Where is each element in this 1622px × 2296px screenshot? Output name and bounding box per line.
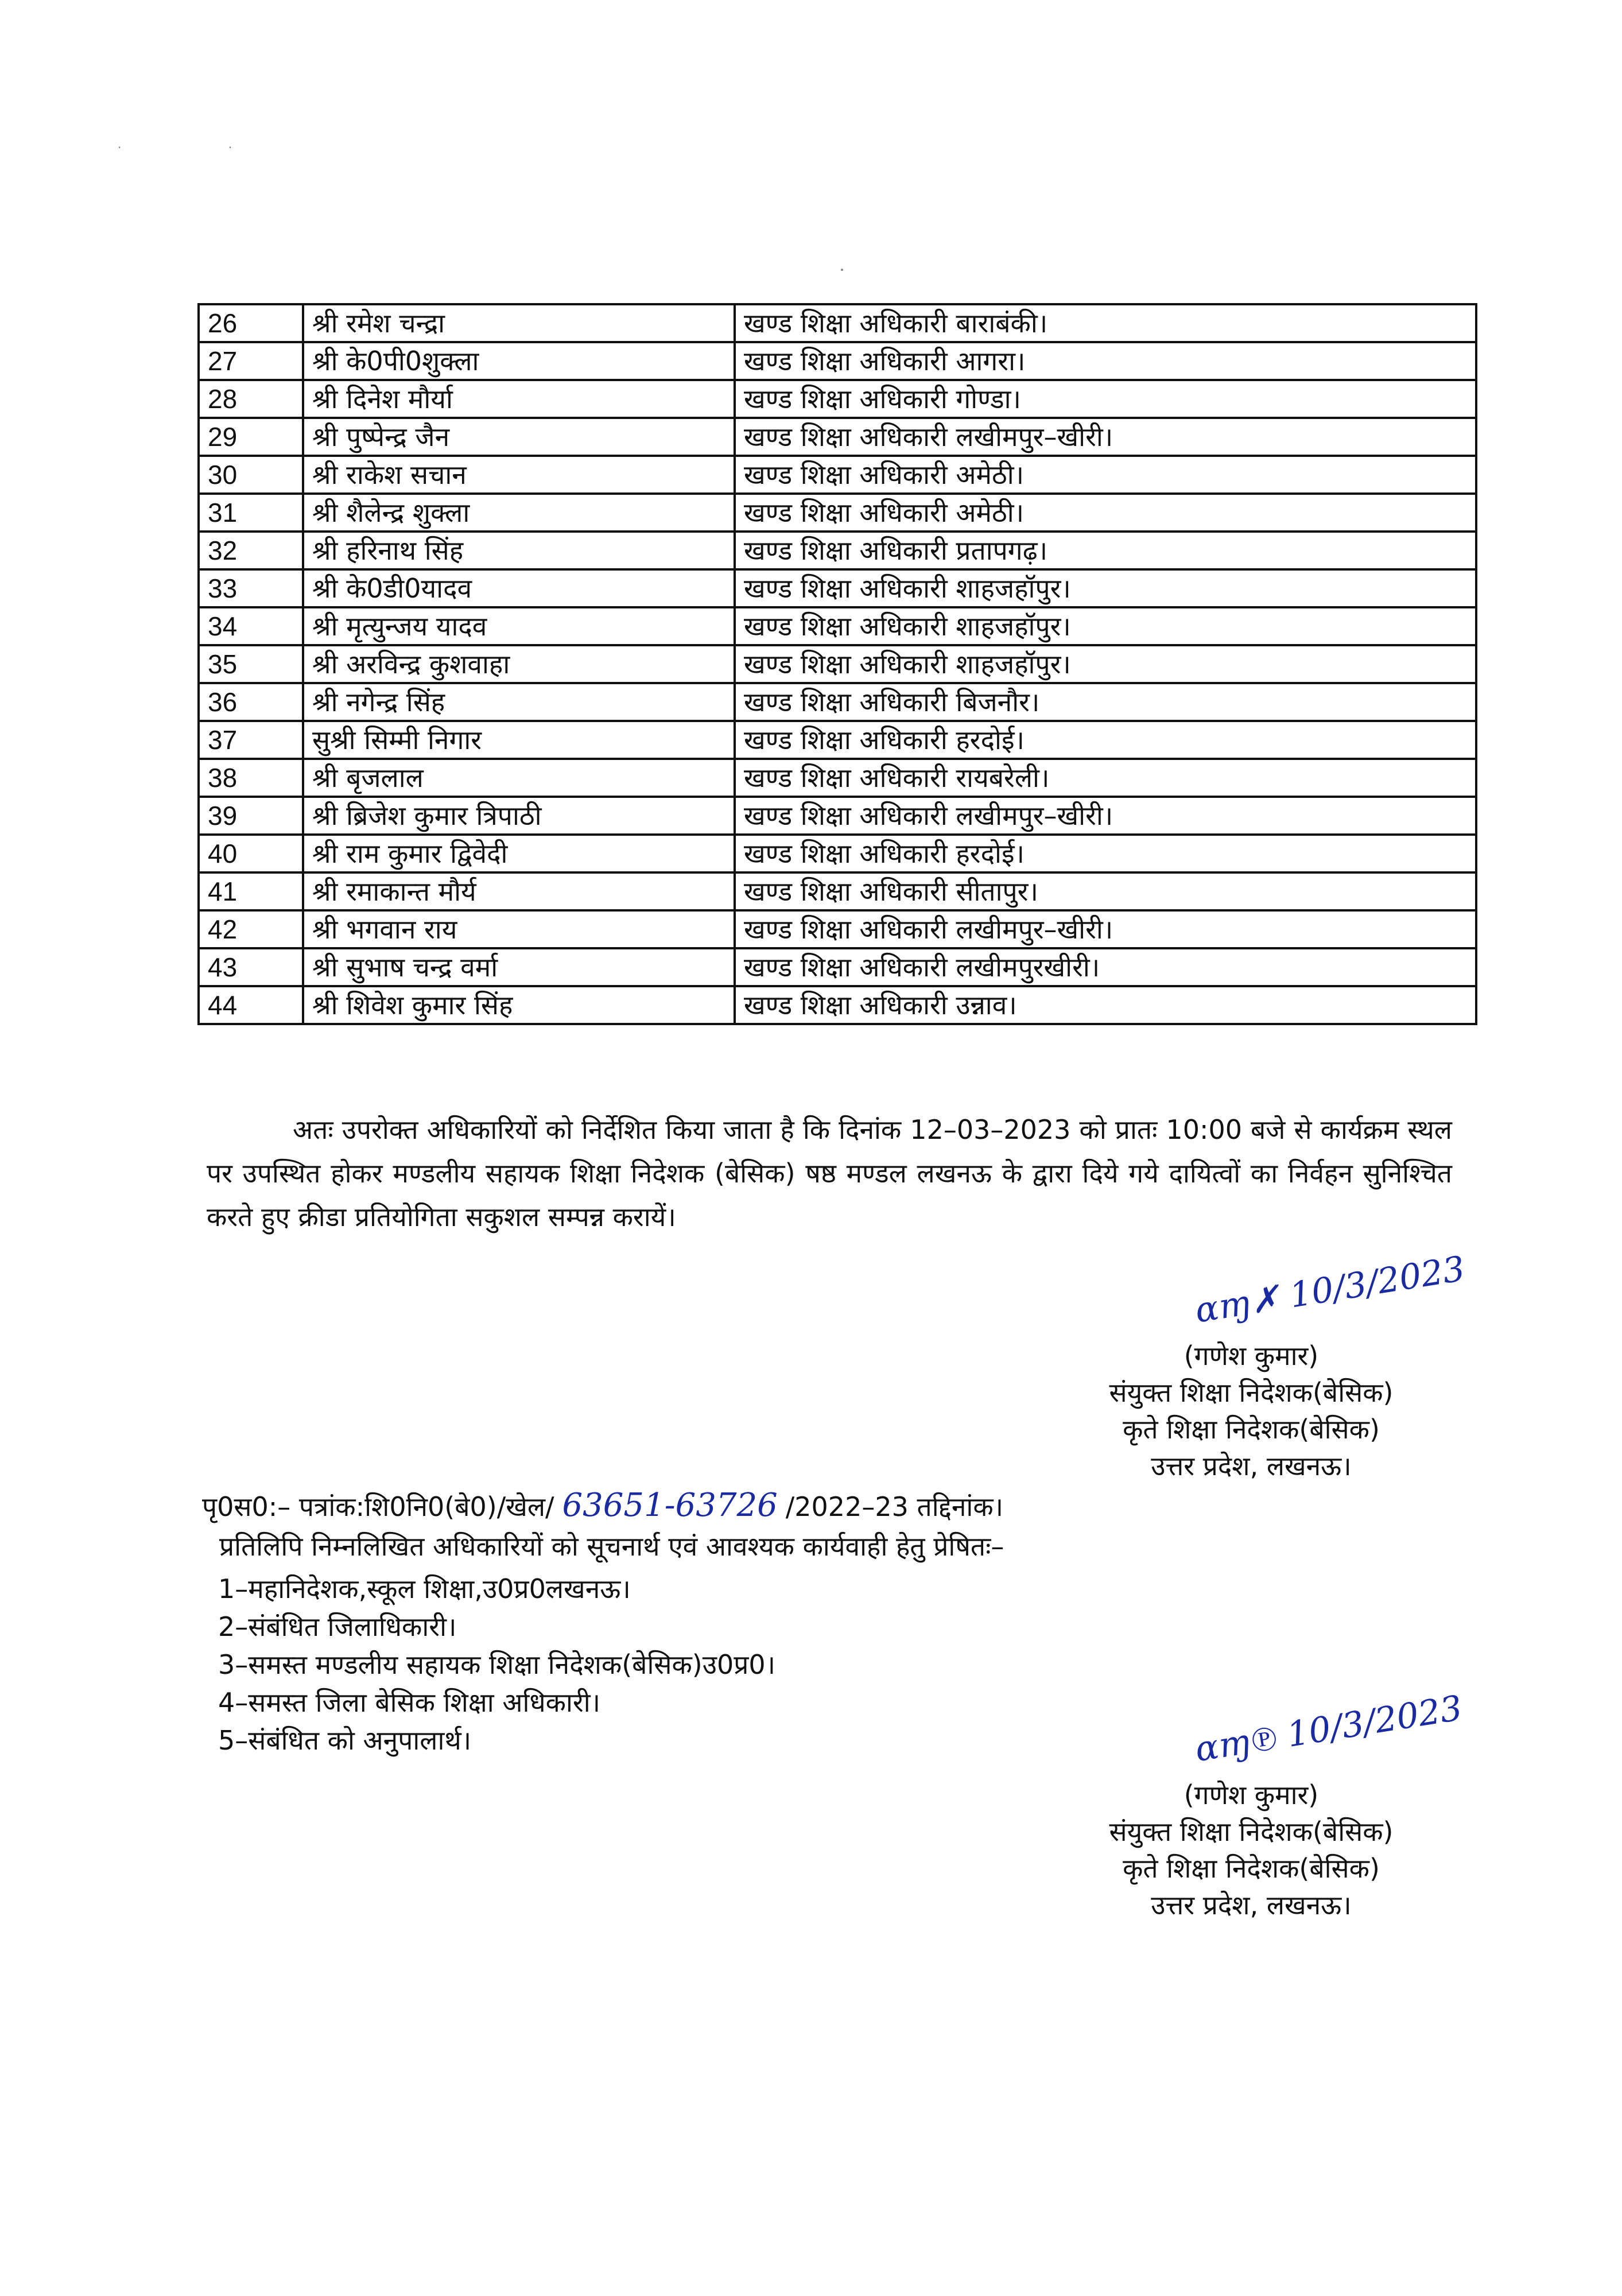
- officer-name-cell: श्री भगवान राय: [303, 910, 735, 948]
- copy-item: 3–समस्त मण्डलीय सहायक शिक्षा निदेशक(बेसिक)उ0प्र0।: [218, 1649, 776, 1680]
- posting-cell: खण्ड शिक्षा अधिकारी लखीमपुरखीरी।: [735, 948, 1476, 986]
- scan-dot: [841, 269, 843, 271]
- reference-prefix: पृ0स0:– पत्रांक:शि0नि0(बे0)/खेल/: [202, 1491, 554, 1522]
- scan-specks: · ·: [118, 141, 284, 154]
- officer-table: [197, 303, 1477, 1025]
- officer-name-cell: श्री शैलेन्द्र शुक्ला: [303, 494, 735, 532]
- officer-name-cell: श्री पुष्पेन्द्र जैन: [303, 418, 735, 456]
- posting-cell: खण्ड शिक्षा अधिकारी सीतापुर।: [735, 872, 1476, 910]
- posting-cell: खण्ड शिक्षा अधिकारी लखीमपुर–खीरी।: [735, 910, 1476, 948]
- officer-name-cell: श्री शिवेश कुमार सिंह: [303, 986, 735, 1024]
- instruction-text: अतः उपरोक्त अधिकारियों को निर्देशित किया जाता है कि दिनांक 12–03–2023 को प्रातः 10:00 बजे से कार्यक्रम स्थल पर उपस्थित होकर मण्डलीय सहायक शिक्षा निदेशक (बेसिक) षष्ठ मण्डल लखनऊ के द्वारा दिये गये दायित्वों का निर्वहन सुनिश्चित करते हुए क्रीडा प्रतियोगिता सकुशल सम्पन्न करायें।: [207, 1114, 1452, 1232]
- signatory-location: उत्तर प्रदेश, लखनऊ।: [1151, 1450, 1352, 1481]
- signatory-on-behalf: कृते शिक्षा निदेशक(बेसिक): [1123, 1414, 1380, 1445]
- signature-block-2: [1079, 1688, 1465, 1923]
- serial-number-cell: 42: [199, 910, 303, 948]
- table-row: [199, 759, 1476, 797]
- table-row: [199, 797, 1476, 835]
- officer-name-cell: श्री अरविन्द्र कुशवाहा: [303, 645, 735, 683]
- table-row: [199, 532, 1476, 569]
- officer-name-cell: श्री के0डी0यादव: [303, 569, 735, 607]
- posting-cell: खण्ड शिक्षा अधिकारी गोण्डा।: [735, 380, 1476, 418]
- serial-number-cell: 44: [199, 986, 303, 1024]
- serial-number-cell: 43: [199, 948, 303, 986]
- posting-cell: खण्ड शिक्षा अधिकारी शाहजहॉपुर।: [735, 607, 1476, 645]
- officer-name-cell: श्री ब्रिजेश कुमार त्रिपाठी: [303, 797, 735, 835]
- officer-name-cell: श्री रमेश चन्द्रा: [303, 304, 735, 342]
- serial-number-cell: 29: [199, 418, 303, 456]
- posting-cell: खण्ड शिक्षा अधिकारी आगरा।: [735, 342, 1476, 380]
- copy-item: 5–संबंधित को अनुपालार्थ।: [218, 1725, 472, 1756]
- serial-number-cell: 34: [199, 607, 303, 645]
- copy-item: 1–महानिदेशक,स्कूल शिक्षा,उ0प्र0लखनऊ।: [218, 1573, 631, 1604]
- posting-cell: खण्ड शिक्षा अधिकारी शाहजहॉपुर।: [735, 569, 1476, 607]
- copy-heading: प्रतिलिपि निम्नलिखित अधिकारियों को सूचनार्थ एवं आवश्यक कार्यवाही हेतु प्रेषितः–: [219, 1531, 1004, 1562]
- table-row: [199, 342, 1476, 380]
- officer-name-cell: सुश्री सिम्मी निगार: [303, 721, 735, 759]
- officer-name-cell: श्री राकेश सचान: [303, 456, 735, 494]
- signatory-on-behalf: कृते शिक्षा निदेशक(बेसिक): [1123, 1853, 1380, 1884]
- signatory-designation: संयुक्त शिक्षा निदेशक(बेसिक): [1109, 1377, 1394, 1408]
- signatory-location: उत्तर प्रदेश, लखनऊ।: [1151, 1890, 1352, 1921]
- officer-name-cell: श्री राम कुमार द्विवेदी: [303, 835, 735, 872]
- table-row: [199, 948, 1476, 986]
- posting-cell: खण्ड शिक्षा अधिकारी शाहजहॉपुर।: [735, 645, 1476, 683]
- table-row: [199, 569, 1476, 607]
- signatory-designation: संयुक्त शिक्षा निदेशक(बेसिक): [1109, 1816, 1394, 1847]
- serial-number-cell: 28: [199, 380, 303, 418]
- posting-cell: खण्ड शिक्षा अधिकारी बिजनौर।: [735, 683, 1476, 721]
- table-row: [199, 380, 1476, 418]
- serial-number-cell: 37: [199, 721, 303, 759]
- posting-cell: खण्ड शिक्षा अधिकारी हरदोई।: [735, 721, 1476, 759]
- table-row: [199, 872, 1476, 910]
- posting-cell: खण्ड शिक्षा अधिकारी बाराबंकी।: [735, 304, 1476, 342]
- instruction-paragraph: [207, 1108, 1452, 1239]
- table-row: [199, 304, 1476, 342]
- signatory-name: (गणेश कुमार): [1183, 1340, 1319, 1371]
- signatory-name: (गणेश कुमार): [1183, 1779, 1319, 1810]
- table-row: [199, 456, 1476, 494]
- reference-number: 63651-63726: [562, 1487, 778, 1524]
- officer-name-cell: श्री सुभाष चन्द्र वर्मा: [303, 948, 735, 986]
- posting-cell: खण्ड शिक्षा अधिकारी अमेठी।: [735, 456, 1476, 494]
- officer-name-cell: श्री हरिनाथ सिंह: [303, 532, 735, 569]
- serial-number-cell: 26: [199, 304, 303, 342]
- posting-cell: खण्ड शिक्षा अधिकारी उन्नाव।: [735, 986, 1476, 1024]
- table-row: [199, 986, 1476, 1024]
- table-row: [199, 607, 1476, 645]
- copy-item: 4–समस्त जिला बेसिक शिक्षा अधिकारी।: [218, 1687, 601, 1718]
- reference-suffix: /2022–23 तद्दिनांक।: [785, 1491, 1004, 1522]
- officer-name-cell: श्री बृजलाल: [303, 759, 735, 797]
- posting-cell: खण्ड शिक्षा अधिकारी लखीमपुर–खीरी।: [735, 797, 1476, 835]
- copy-item: 2–संबंधित जिलाधिकारी।: [218, 1611, 457, 1642]
- serial-number-cell: 38: [199, 759, 303, 797]
- table-row: [199, 494, 1476, 532]
- serial-number-cell: 41: [199, 872, 303, 910]
- serial-number-cell: 35: [199, 645, 303, 683]
- table-row: [199, 721, 1476, 759]
- table-row: [199, 835, 1476, 872]
- handwritten-signature: ɑɱ✗ 10/3/2023: [1192, 1248, 1468, 1331]
- posting-cell: खण्ड शिक्षा अधिकारी प्रतापगढ़।: [735, 532, 1476, 569]
- copy-list: [218, 1570, 775, 1759]
- serial-number-cell: 30: [199, 456, 303, 494]
- officer-name-cell: श्री नगेन्द्र सिंह: [303, 683, 735, 721]
- officer-name-cell: श्री के0पी0शुक्ला: [303, 342, 735, 380]
- posting-cell: खण्ड शिक्षा अधिकारी लखीमपुर–खीरी।: [735, 418, 1476, 456]
- serial-number-cell: 39: [199, 797, 303, 835]
- posting-cell: खण्ड शिक्षा अधिकारी अमेठी।: [735, 494, 1476, 532]
- officer-name-cell: श्री दिनेश मौर्या: [303, 380, 735, 418]
- table-row: [199, 418, 1476, 456]
- posting-cell: खण्ड शिक्षा अधिकारी रायबरेली।: [735, 759, 1476, 797]
- serial-number-cell: 40: [199, 835, 303, 872]
- posting-cell: खण्ड शिक्षा अधिकारी हरदोई।: [735, 835, 1476, 872]
- signature-block-1: [1079, 1248, 1468, 1484]
- serial-number-cell: 36: [199, 683, 303, 721]
- officer-name-cell: श्री रमाकान्त मौर्य: [303, 872, 735, 910]
- serial-number-cell: 33: [199, 569, 303, 607]
- table-row: [199, 683, 1476, 721]
- handwritten-signature: ɑɱ℗ 10/3/2023: [1192, 1688, 1465, 1770]
- serial-number-cell: 31: [199, 494, 303, 532]
- serial-number-cell: 32: [199, 532, 303, 569]
- table-row: [199, 910, 1476, 948]
- reference-line: [202, 1487, 1003, 1524]
- officer-name-cell: श्री मृत्युन्जय यादव: [303, 607, 735, 645]
- table-row: [199, 645, 1476, 683]
- serial-number-cell: 27: [199, 342, 303, 380]
